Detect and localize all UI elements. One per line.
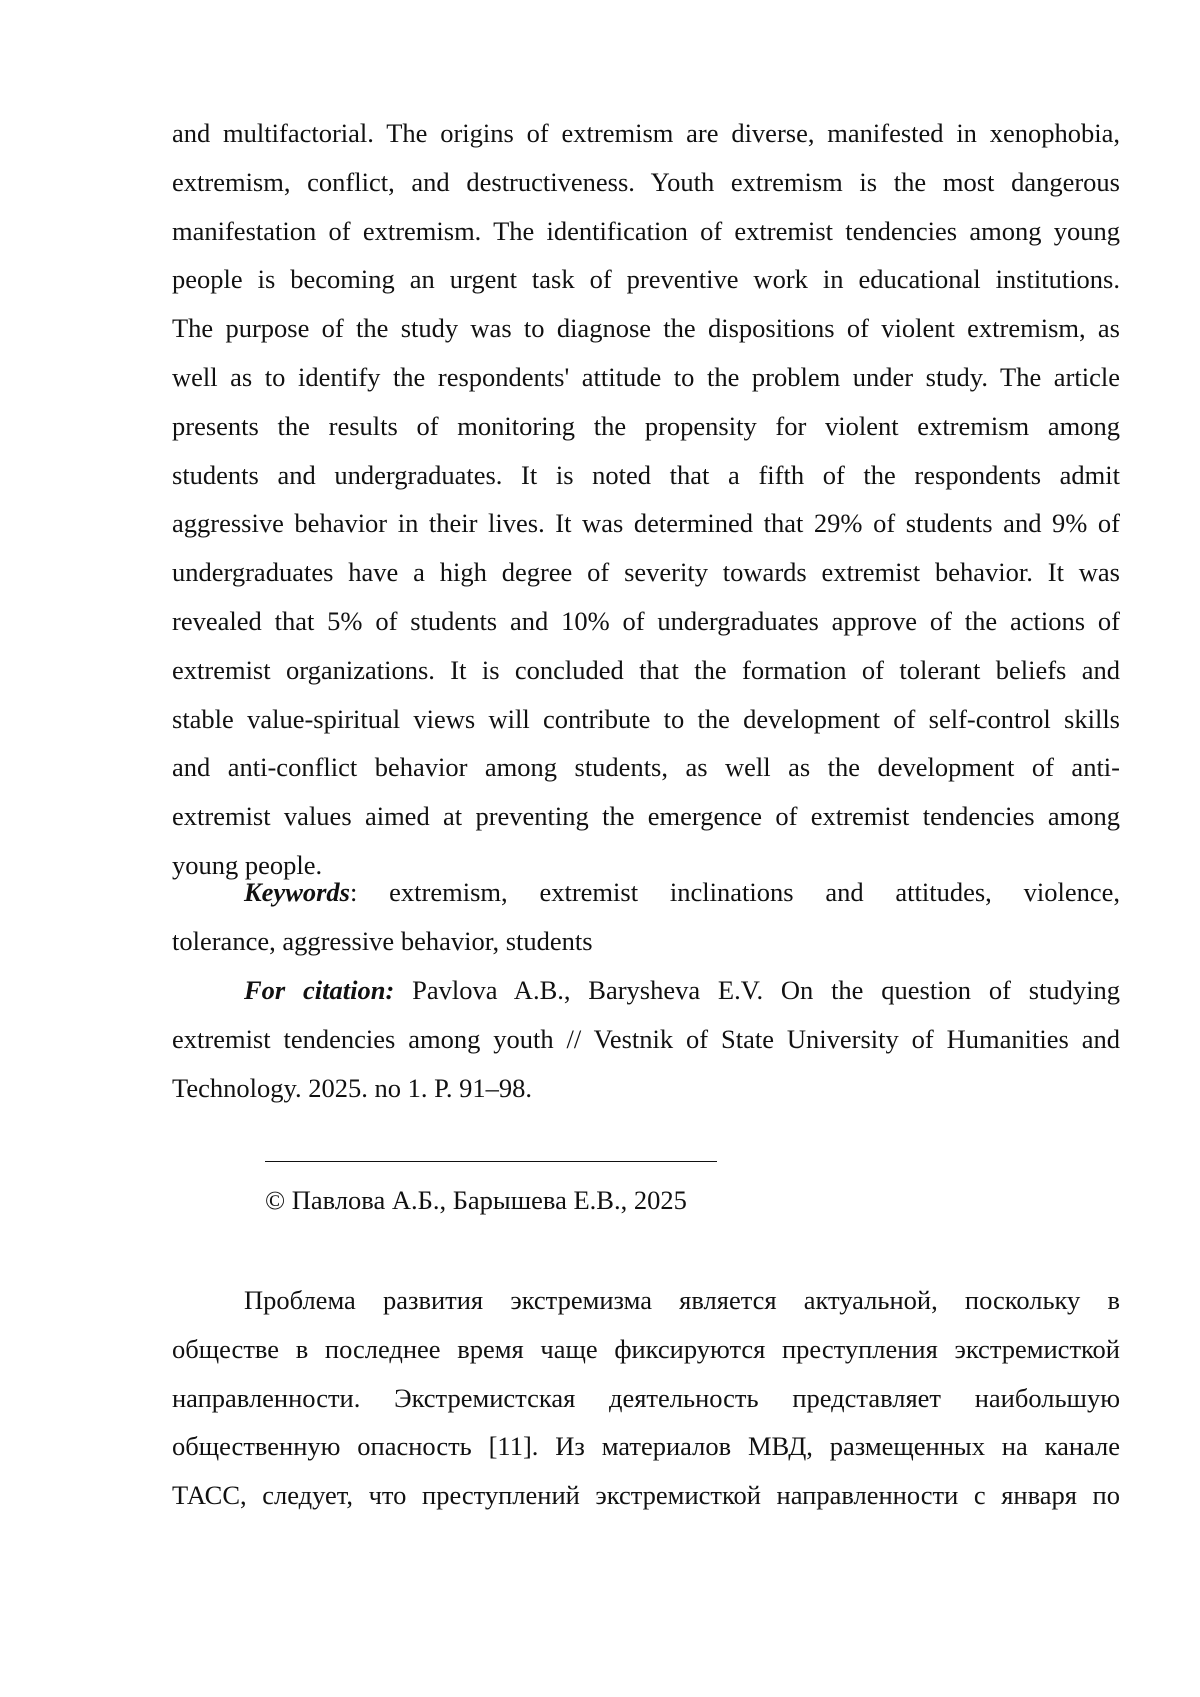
abstract-line: and multifactorial. The origins of extremism are diverse, manifested in xenophobia, xyxy=(172,109,1120,158)
keywords-text: : extremism, extremist inclinations and attitudes, violence, xyxy=(350,877,1120,907)
copyright-note: © Павлова А.Б., Барышева Е.В., 2025 xyxy=(265,1176,687,1225)
footnote-divider xyxy=(265,1161,717,1162)
abstract-line: well as to identify the respondents' attitude to the problem under study. The article xyxy=(172,353,1120,402)
citation-label: For citation: xyxy=(244,975,394,1005)
body-line: ТАСС, следует, что преступлений экстремисткой направленности с января по xyxy=(172,1471,1120,1520)
citation-text: Pavlova A.B., Barysheva E.V. On the question of studying xyxy=(394,975,1120,1005)
citation-line-2: extremist tendencies among youth // Vestnik of State University of Humanities and xyxy=(172,1015,1120,1064)
citation-line xyxy=(244,966,1120,1015)
body-line: Проблема развития экстремизма является актуальной, поскольку в xyxy=(244,1276,1120,1325)
body-line: направленности. Экстремистская деятельность представляет наибольшую xyxy=(172,1374,1120,1423)
abstract-line: aggressive behavior in their lives. It was determined that 29% of students and 9% of xyxy=(172,499,1120,548)
abstract-line: manifestation of extremism. The identification of extremist tendencies among young xyxy=(172,207,1120,256)
abstract-line: revealed that 5% of students and 10% of undergraduates approve of the actions of xyxy=(172,597,1120,646)
body-line: общественную опасность [11]. Из материалов МВД, размещенных на канале xyxy=(172,1422,1120,1471)
abstract-line: people is becoming an urgent task of preventive work in educational institutions. xyxy=(172,255,1120,304)
keywords-line xyxy=(244,868,1120,917)
abstract-line: extremist values aimed at preventing the emergence of extremist tendencies among xyxy=(172,792,1120,841)
keywords-label: Keywords xyxy=(244,877,350,907)
abstract-line: extremist organizations. It is concluded that the formation of tolerant beliefs and xyxy=(172,646,1120,695)
abstract-line: extremism, conflict, and destructiveness. Youth extremism is the most dangerous xyxy=(172,158,1120,207)
abstract-line: presents the results of monitoring the propensity for violent extremism among xyxy=(172,402,1120,451)
abstract-line: and anti-conflict behavior among students, as well as the development of anti- xyxy=(172,743,1120,792)
abstract-line: young people. xyxy=(172,841,1120,890)
abstract-line: students and undergraduates. It is noted that a fifth of the respondents admit xyxy=(172,451,1120,500)
keywords-line-2: tolerance, aggressive behavior, students xyxy=(172,917,1120,966)
abstract-line: The purpose of the study was to diagnose the dispositions of violent extremism, as xyxy=(172,304,1120,353)
body-line: обществе в последнее время чаще фиксируются преступления экстремисткой xyxy=(172,1325,1120,1374)
citation-line-3: Technology. 2025. no 1. P. 91–98. xyxy=(172,1064,1120,1113)
abstract-line: undergraduates have a high degree of severity towards extremist behavior. It was xyxy=(172,548,1120,597)
abstract-line: stable value-spiritual views will contribute to the development of self-control skills xyxy=(172,695,1120,744)
